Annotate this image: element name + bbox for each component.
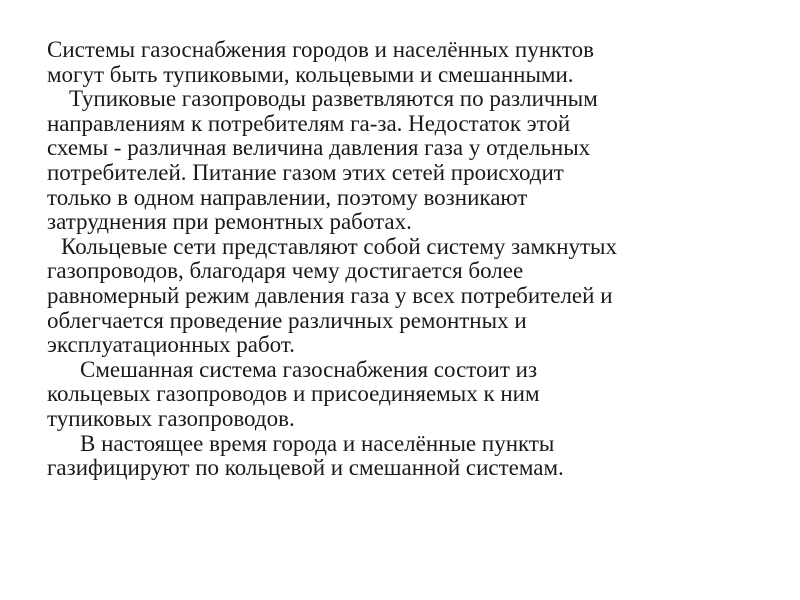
text-block xyxy=(47,38,747,481)
paragraph-mixed-system: Смешанная система газоснабжения состоит из кольцевых газопроводов и присоединяемых к ним тупиковых газопроводов. xyxy=(47,356,540,431)
paragraph-dead-end-pipelines: Тупиковые газопроводы разветвляются по различным направлениям к потребителям га-за. Недостаток этой схемы - различная величина давления газа у отдельных потребителей. Питание газом этих сетей происходит только в одном направлении, поэтому возникают затруднения при ремонтных работах. xyxy=(47,86,598,235)
paragraph-current-practice: В настоящее время города и населённые пункты газифицируют по кольцевой и смешанной системам. xyxy=(47,430,564,481)
paragraph-gas-systems-types: Системы газоснабжения городов и населённых пунктов могут быть тупиковыми, кольцевыми и смешанными. xyxy=(47,37,595,87)
paragraph-ring-networks: Кольцевые сети представляют собой систему замкнутых газопроводов, благодаря чему достигается более равномерный режим давления газа у всех потребителей и облегчается проведение различных ремонтных и эксплуатационных работ. xyxy=(47,233,618,358)
